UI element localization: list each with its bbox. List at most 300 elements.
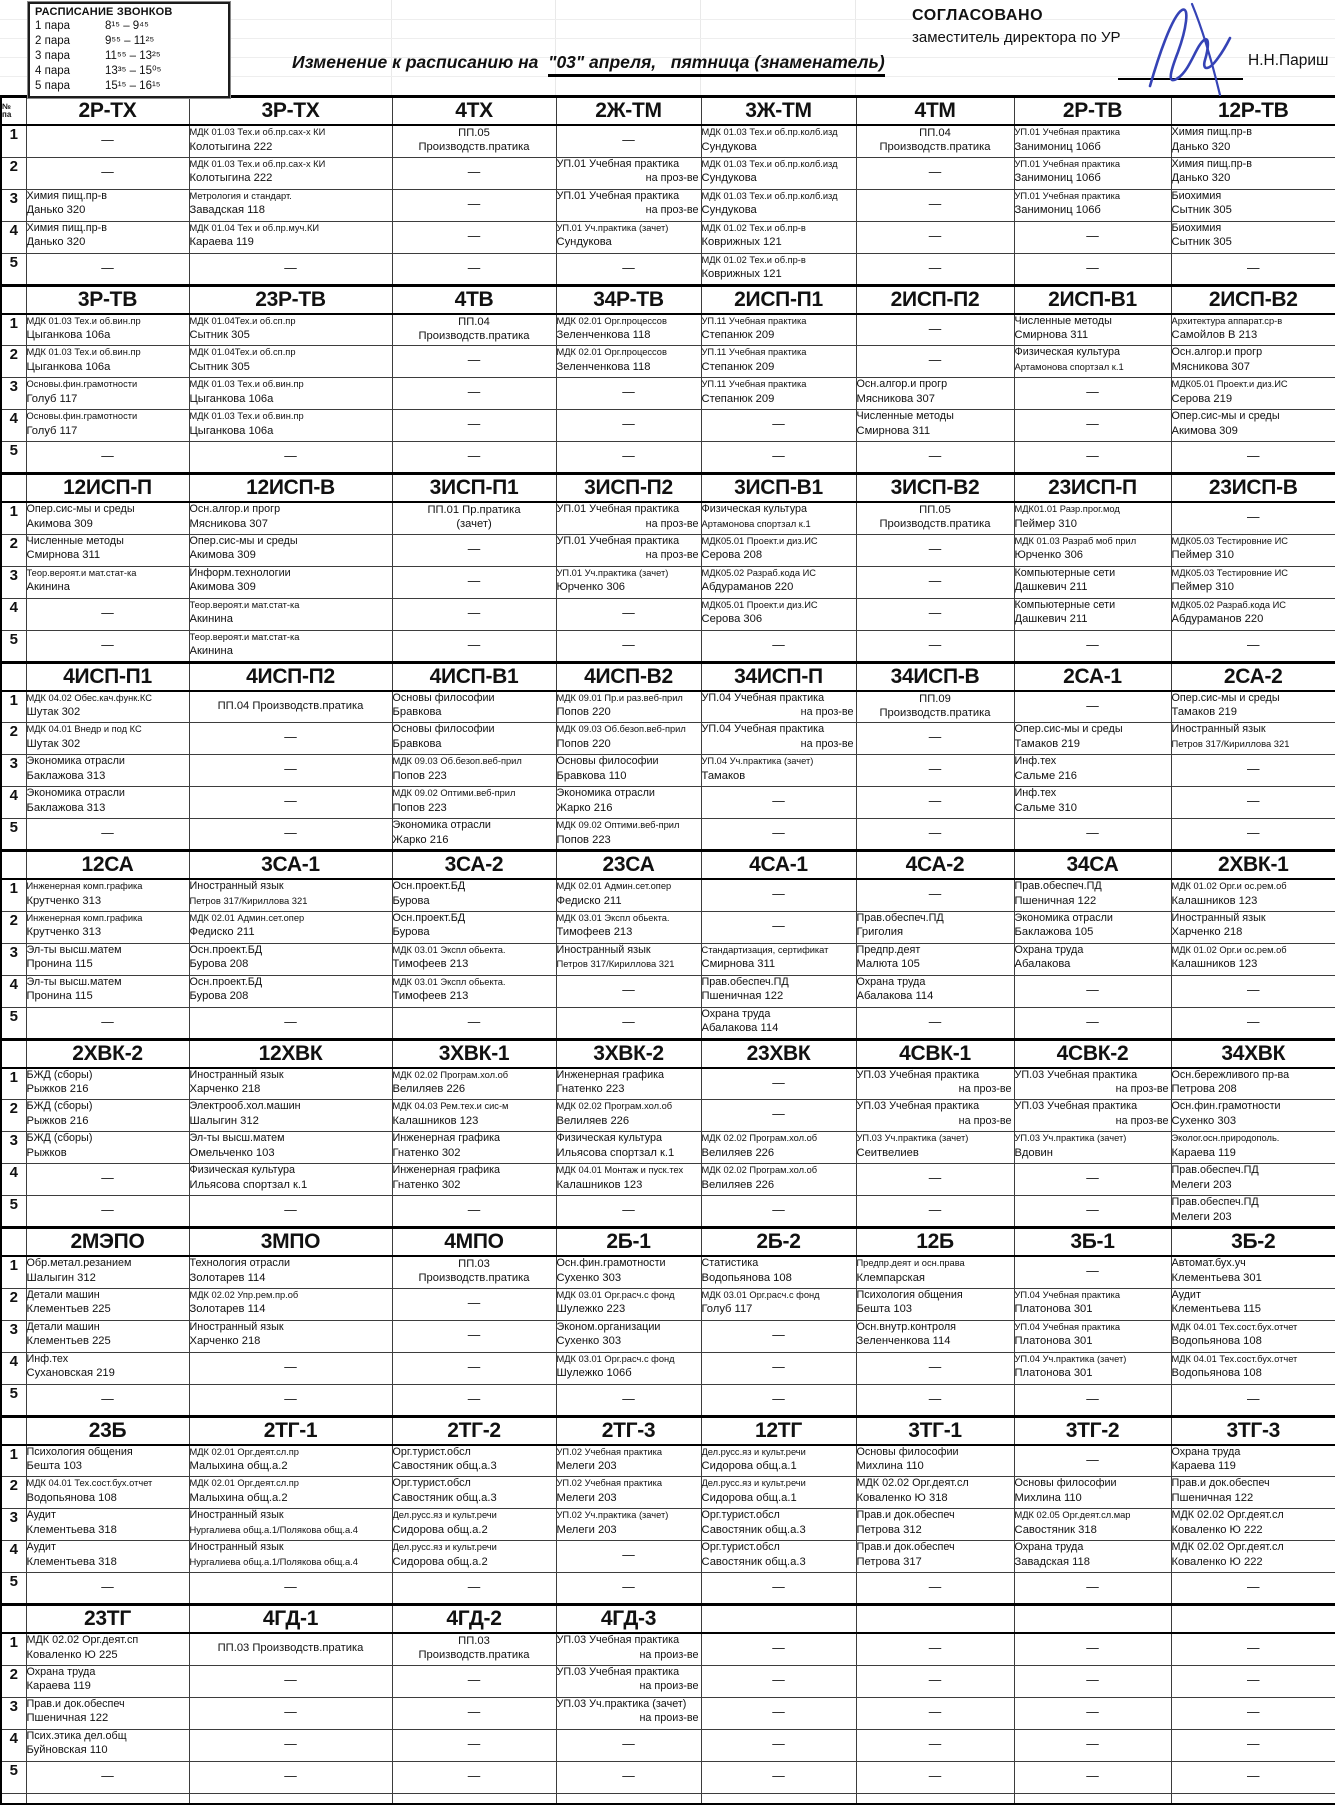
schedule-cell: Осн.фин.грамотности Сухенко 303 bbox=[1171, 1100, 1335, 1132]
schedule-cell: — bbox=[189, 1729, 392, 1761]
group-header: 4СА-2 bbox=[856, 851, 1014, 880]
schedule-cell: Стандартизация, сертификат Смирнова 311 bbox=[701, 943, 856, 975]
pair-number: 1 bbox=[1, 1068, 26, 1100]
grid-line bbox=[700, 0, 701, 95]
schedule-cell: — bbox=[701, 630, 856, 662]
schedule-cell: УП.03 Уч.практика (зачет) Сеитвелиев bbox=[856, 1132, 1014, 1164]
group-header: 4СВК-1 bbox=[856, 1039, 1014, 1068]
schedule-cell: — bbox=[856, 253, 1014, 285]
schedule-cell: — bbox=[392, 442, 556, 474]
group-header bbox=[856, 1605, 1014, 1634]
pair-number: 1 bbox=[1, 1256, 26, 1288]
pair-number: 1 bbox=[1, 502, 26, 534]
page-title bbox=[292, 52, 885, 77]
schedule-cell: Инженерная графика Гнатенко 302 bbox=[392, 1164, 556, 1196]
schedule-cell: Численные методы Смирнова 311 bbox=[856, 410, 1014, 442]
schedule-cell: МДК 09.03 Об.безоп.веб-прил Попов 220 bbox=[556, 723, 701, 755]
schedule-cell: — bbox=[1171, 442, 1335, 474]
schedule-cell: МДК 01.02 Тех.и об.пр-в Коврижных 121 bbox=[701, 253, 856, 285]
schedule-cell: Химия пищ.пр-в Данько 320 bbox=[1171, 125, 1335, 157]
schedule-cell: — bbox=[26, 1164, 189, 1196]
schedule-cell: МДК05.03 Тестировние ИС Пеймер 310 bbox=[1171, 534, 1335, 566]
schedule-cell: — bbox=[556, 442, 701, 474]
schedule-cell: ПП.09 Производств.пратика bbox=[856, 691, 1014, 723]
schedule-cell: — bbox=[856, 189, 1014, 221]
schedule-cell: — bbox=[1014, 1697, 1171, 1729]
group-header: 2ИСП-П1 bbox=[701, 285, 856, 314]
schedule-cell: БЖД (сборы) Рыжков bbox=[26, 1132, 189, 1164]
pair-number: 5 bbox=[1, 253, 26, 285]
pair-number: 3 bbox=[1, 189, 26, 221]
partial-cell bbox=[856, 1793, 1014, 1804]
schedule-cell: — bbox=[856, 1007, 1014, 1039]
schedule-cell: — bbox=[26, 1573, 189, 1605]
schedule-cell: Детали машин Клементьев 225 bbox=[26, 1320, 189, 1352]
schedule-cell: УП.11 Учебная практика Степанюк 209 bbox=[701, 378, 856, 410]
group-header: 3ХВК-1 bbox=[392, 1039, 556, 1068]
schedule-cell: — bbox=[26, 598, 189, 630]
bell-schedule-box bbox=[28, 2, 230, 98]
schedule-cell: Охрана труда Караева 119 bbox=[26, 1665, 189, 1697]
schedule-cell: Экономика отрасли Баклажова 105 bbox=[1014, 911, 1171, 943]
schedule-cell: — bbox=[26, 157, 189, 189]
schedule-cell: МДК 02.02 Програм.хол.об Велиляев 226 bbox=[701, 1132, 856, 1164]
group-header: 2ХВК-2 bbox=[26, 1039, 189, 1068]
schedule-cell: УП.04 Уч.практика (зачет) Тамаков bbox=[701, 755, 856, 787]
partial-cell bbox=[26, 1793, 189, 1804]
schedule-cell: — bbox=[856, 1196, 1014, 1228]
bell-row bbox=[35, 79, 223, 94]
pair-number: 2 bbox=[1, 1100, 26, 1132]
schedule-cell: — bbox=[856, 534, 1014, 566]
schedule-cell: МДК 03.01 Экспл обьекта. Тимофеев 213 bbox=[556, 911, 701, 943]
group-header: 3ИСП-П2 bbox=[556, 474, 701, 503]
schedule-cell: Основы философии Михлина 110 bbox=[1014, 1477, 1171, 1509]
pair-number: 2 bbox=[1, 1477, 26, 1509]
schedule-cell: Иностранный язык Харченко 218 bbox=[189, 1068, 392, 1100]
group-header: 3СА-1 bbox=[189, 851, 392, 880]
schedule-cell: Инженерная графика Гнатенко 223 bbox=[556, 1068, 701, 1100]
bell-pair-time: 11⁵⁵ – 13²⁵ bbox=[105, 50, 161, 62]
pair-number: 1 bbox=[1, 314, 26, 346]
schedule-cell: — bbox=[1171, 253, 1335, 285]
pair-number: 3 bbox=[1, 755, 26, 787]
schedule-cell: УП.04 Учебная практика на проз-ве bbox=[701, 691, 856, 723]
pair-number: 1 bbox=[1, 691, 26, 723]
schedule-cell: Химия пищ.пр-в Данько 320 bbox=[26, 221, 189, 253]
schedule-cell: Основы философии Бравкова bbox=[392, 723, 556, 755]
schedule-cell: МДК 03.01 Экспл обьекта. Тимофеев 213 bbox=[392, 943, 556, 975]
schedule-cell: — bbox=[556, 975, 701, 1007]
schedule-cell: — bbox=[1014, 1007, 1171, 1039]
schedule-cell: — bbox=[701, 1633, 856, 1665]
schedule-cell: Статистика Водопьянова 108 bbox=[701, 1256, 856, 1288]
schedule-cell: — bbox=[856, 723, 1014, 755]
pair-number: 5 bbox=[1, 630, 26, 662]
pair-number: 4 bbox=[1, 975, 26, 1007]
schedule-cell: — bbox=[1171, 1573, 1335, 1605]
schedule-cell: Инф.тех Сухановская 219 bbox=[26, 1352, 189, 1384]
schedule-cell: Опер.сис-мы и среды Акимова 309 bbox=[1171, 410, 1335, 442]
bell-row bbox=[35, 19, 223, 34]
schedule-cell: — bbox=[392, 189, 556, 221]
schedule-cell: — bbox=[1171, 819, 1335, 851]
schedule-cell: МДК 04.01 Тех.сост.бух.отчет Водопьянова 108 bbox=[26, 1477, 189, 1509]
schedule-cell: — bbox=[856, 787, 1014, 819]
corner-header: № па bbox=[1, 97, 26, 126]
group-header: 23ХВК bbox=[701, 1039, 856, 1068]
schedule-cell: Опер.сис-мы и среды Тамаков 219 bbox=[1014, 723, 1171, 755]
schedule-cell: Прав.и док.обеспеч Пшеничная 122 bbox=[26, 1697, 189, 1729]
schedule-cell: Иностранный язык Харченко 218 bbox=[189, 1320, 392, 1352]
schedule-cell: Психология общения Бешта 103 bbox=[856, 1288, 1014, 1320]
schedule-cell: Осн.проект.БД Бурова 208 bbox=[189, 943, 392, 975]
bell-pair-label: 3 пара bbox=[35, 50, 71, 62]
schedule-cell: УП.03 Учебная практика на проз-ве bbox=[856, 1100, 1014, 1132]
schedule-cell: — bbox=[856, 819, 1014, 851]
schedule-cell: Псих.этика дел.общ Буйновская 110 bbox=[26, 1729, 189, 1761]
schedule-cell: Эл-ты высш.матем Пронина 115 bbox=[26, 943, 189, 975]
schedule-cell: — bbox=[556, 253, 701, 285]
schedule-cell: — bbox=[392, 1196, 556, 1228]
group-header: 4ИСП-В1 bbox=[392, 662, 556, 691]
group-header: 12ИСП-В bbox=[189, 474, 392, 503]
approval-role: заместитель директора по УР bbox=[912, 29, 1121, 46]
bell-pair-label: 2 пара bbox=[35, 35, 71, 47]
schedule-cell: МДК 01.03 Тех.и об.пр.колб.изд Сундукова bbox=[701, 125, 856, 157]
schedule-cell: — bbox=[856, 1352, 1014, 1384]
schedule-cell: МДК 01.03 Тех.и об.пр.сах-х КИ Колотыгина 222 bbox=[189, 157, 392, 189]
schedule-cell: — bbox=[392, 157, 556, 189]
schedule-cell: — bbox=[189, 819, 392, 851]
schedule-cell: — bbox=[556, 410, 701, 442]
page-title-prefix: Изменение к расписанию на bbox=[292, 52, 549, 72]
schedule-cell: Физическая культура Артамонова спортзал к.1 bbox=[1014, 346, 1171, 378]
schedule-cell: ПП.04 Производств.пратика bbox=[189, 691, 392, 723]
pair-number: 4 bbox=[1, 410, 26, 442]
schedule-cell: Осн.фин.грамотности Сухенко 303 bbox=[556, 1256, 701, 1288]
group-header: 2ХВК-1 bbox=[1171, 851, 1335, 880]
schedule-cell: Осн.проект.БД Бурова bbox=[392, 879, 556, 911]
group-header: 4МПО bbox=[392, 1228, 556, 1257]
schedule-cell: Охрана труда Караева 119 bbox=[1171, 1445, 1335, 1477]
schedule-cell: — bbox=[392, 1007, 556, 1039]
schedule-cell: Автомат.бух.уч Клементьева 301 bbox=[1171, 1256, 1335, 1288]
schedule-cell: — bbox=[556, 1573, 701, 1605]
partial-cell bbox=[1171, 1793, 1335, 1804]
bell-pair-time: 9⁵⁵ – 11²⁵ bbox=[105, 35, 155, 47]
schedule-cell: — bbox=[556, 1384, 701, 1416]
schedule-cell: УП.11 Учебная практика Степанюк 209 bbox=[701, 314, 856, 346]
schedule-cell: Численные методы Смирнова 311 bbox=[26, 534, 189, 566]
schedule-cell: ПП.01 Пр.пратика (зачет) bbox=[392, 502, 556, 534]
schedule-cell: — bbox=[1014, 1633, 1171, 1665]
schedule-cell: Осн.внутр.контроля Зеленченкова 114 bbox=[856, 1320, 1014, 1352]
schedule-cell: Аудит Клементьева 318 bbox=[26, 1509, 189, 1541]
bell-schedule-title: РАСПИСАНИЕ ЗВОНКОВ bbox=[35, 6, 173, 18]
schedule-cell: — bbox=[701, 1573, 856, 1605]
schedule-cell: МДК 01.02 Орг.и ос.рем.об Калашников 123 bbox=[1171, 879, 1335, 911]
schedule-cell: Основы.фин.грамотности Голуб 117 bbox=[26, 378, 189, 410]
schedule-cell: — bbox=[1171, 1384, 1335, 1416]
schedule-cell: — bbox=[1014, 1665, 1171, 1697]
schedule-cell: МДК05.02 Разраб.кода ИС Абдураманов 220 bbox=[1171, 598, 1335, 630]
pair-number: 2 bbox=[1, 911, 26, 943]
group-header: 2ТГ-3 bbox=[556, 1416, 701, 1445]
schedule-cell: — bbox=[1014, 691, 1171, 723]
schedule-cell: — bbox=[1014, 1164, 1171, 1196]
schedule-cell: — bbox=[1171, 1633, 1335, 1665]
schedule-cell: МДК 04.01 Тех.сост.бух.отчет Водопьянова 108 bbox=[1171, 1352, 1335, 1384]
schedule-cell: УП.01 Уч.практика (зачет) Сундукова bbox=[556, 221, 701, 253]
group-header: 4ИСП-В2 bbox=[556, 662, 701, 691]
schedule-cell: — bbox=[1171, 1761, 1335, 1793]
schedule-cell: — bbox=[856, 566, 1014, 598]
schedule-cell: — bbox=[556, 125, 701, 157]
schedule-cell: МДК 02.01 Админ.сет.опер Федиско 211 bbox=[556, 879, 701, 911]
pair-number: 1 bbox=[1, 125, 26, 157]
schedule-cell: — bbox=[856, 598, 1014, 630]
group-header: 3Р-ТВ bbox=[26, 285, 189, 314]
group-header: 4ГД-2 bbox=[392, 1605, 556, 1634]
schedule-cell: Теор.вероят.и мат.стат-ка Акинина bbox=[189, 598, 392, 630]
schedule-cell: Прав.обеспеч.ПД Пшеничная 122 bbox=[1014, 879, 1171, 911]
schedule-cell: Информ.технологии Акимова 309 bbox=[189, 566, 392, 598]
group-header: 12ТГ bbox=[701, 1416, 856, 1445]
schedule-cell: МДК 02.01 Орг.процессов Зеленченкова 118 bbox=[556, 314, 701, 346]
schedule-cell: — bbox=[701, 1068, 856, 1100]
partial-cell bbox=[1, 1793, 26, 1804]
schedule-cell: Архитектура аппарат.ср-в Самойлов В 213 bbox=[1171, 314, 1335, 346]
group-header bbox=[701, 1605, 856, 1634]
group-header: 4ТВ bbox=[392, 285, 556, 314]
schedule-cell: МДК 03.01 Экспл обьекта. Тимофеев 213 bbox=[392, 975, 556, 1007]
schedule-cell: — bbox=[1171, 787, 1335, 819]
approval-heading: СОГЛАСОВАНО bbox=[912, 7, 1044, 24]
schedule-cell: Предпр.деят и осн.права Клемпарская bbox=[856, 1256, 1014, 1288]
schedule-cell: МДК 04.01 Внедр и под КС Шутак 302 bbox=[26, 723, 189, 755]
schedule-cell: — bbox=[856, 314, 1014, 346]
schedule-cell: — bbox=[392, 253, 556, 285]
schedule-cell: УП.04 Учебная практика на проз-ве bbox=[701, 723, 856, 755]
schedule-cell: — bbox=[856, 1761, 1014, 1793]
schedule-cell: Дел.русс.яз и культ.речи Сидорова общ.а.2 bbox=[392, 1509, 556, 1541]
schedule-cell: — bbox=[392, 1573, 556, 1605]
schedule-cell: УП.02 Уч.практика (зачет) Мелеги 203 bbox=[556, 1509, 701, 1541]
schedule-cell: — bbox=[189, 723, 392, 755]
schedule-cell: МДК 03.01 Орг.расч.с фонд Голуб 117 bbox=[701, 1288, 856, 1320]
schedule-cell: МДК05.03 Тестировние ИС Пеймер 310 bbox=[1171, 566, 1335, 598]
schedule-cell: — bbox=[392, 566, 556, 598]
schedule-cell: Компьютерные сети Дашкевич 211 bbox=[1014, 598, 1171, 630]
schedule-cell: — bbox=[1014, 819, 1171, 851]
schedule-cell: УП.02 Учебная практика Мелеги 203 bbox=[556, 1445, 701, 1477]
schedule-cell: — bbox=[701, 1729, 856, 1761]
schedule-cell: Аудит Клементьева 115 bbox=[1171, 1288, 1335, 1320]
schedule-cell: — bbox=[556, 1541, 701, 1573]
schedule-cell: УП.03 Учебная практика на произ-ве bbox=[556, 1633, 701, 1665]
schedule-cell: — bbox=[1014, 1729, 1171, 1761]
schedule-cell: — bbox=[701, 1697, 856, 1729]
schedule-cell: Иностранный язык Петров 317/Кириллова 321 bbox=[556, 943, 701, 975]
schedule-cell: Дел.русс.яз и культ.речи Сидорова общ.а.1 bbox=[701, 1477, 856, 1509]
schedule-cell: — bbox=[1171, 1007, 1335, 1039]
schedule-cell: ПП.04 Производств.пратика bbox=[856, 125, 1014, 157]
group-header: 12Б bbox=[856, 1228, 1014, 1257]
schedule-cell: Охрана труда Завадская 118 bbox=[1014, 1541, 1171, 1573]
schedule-cell: МДК01.01 Разр.прог.мод Пеймер 310 bbox=[1014, 502, 1171, 534]
schedule-cell: Орг.турист.обсл Савостяник общ.а.3 bbox=[392, 1445, 556, 1477]
schedule-cell: УП.03 Учебная практика на проз-ве bbox=[1014, 1068, 1171, 1100]
schedule-cell: Опер.сис-мы и среды Акимова 309 bbox=[189, 534, 392, 566]
schedule-cell: Осн.проект.БД Бурова 208 bbox=[189, 975, 392, 1007]
schedule-cell: МДК 04.01 Тех.сост.бух.отчет Водопьянова 108 bbox=[1171, 1320, 1335, 1352]
schedule-cell: Прав.обеспеч.ПД Григолия bbox=[856, 911, 1014, 943]
pair-number: 2 bbox=[1, 534, 26, 566]
schedule-cell: — bbox=[26, 253, 189, 285]
group-header: 34ХВК bbox=[1171, 1039, 1335, 1068]
schedule-cell: — bbox=[856, 879, 1014, 911]
schedule-cell: МДК05.01 Проект.и диз.ИС Серова 208 bbox=[701, 534, 856, 566]
schedule-cell: — bbox=[1171, 1697, 1335, 1729]
group-header: 4ТХ bbox=[392, 97, 556, 126]
group-header: 2Ж-ТМ bbox=[556, 97, 701, 126]
schedule-cell: — bbox=[189, 1761, 392, 1793]
grid-line bbox=[855, 0, 856, 95]
group-header: 12СА bbox=[26, 851, 189, 880]
schedule-cell: МДК 01.03 Тех.и об.вин.пр Цыганкова 106а bbox=[26, 314, 189, 346]
group-header: 4ГД-1 bbox=[189, 1605, 392, 1634]
group-header: 4ГД-3 bbox=[556, 1605, 701, 1634]
bell-row bbox=[35, 64, 223, 79]
pair-number: 4 bbox=[1, 221, 26, 253]
approval-block bbox=[912, 6, 1121, 46]
schedule-cell: — bbox=[556, 598, 701, 630]
schedule-cell: Орг.турист.обсл Савостяник общ.а.3 bbox=[701, 1541, 856, 1573]
schedule-cell: — bbox=[856, 630, 1014, 662]
group-header: 3ИСП-П1 bbox=[392, 474, 556, 503]
schedule-cell: — bbox=[701, 879, 856, 911]
schedule-cell: — bbox=[856, 1697, 1014, 1729]
schedule-cell: — bbox=[392, 630, 556, 662]
bell-pair-time: 15¹⁵ – 16¹⁵ bbox=[105, 80, 161, 92]
schedule-cell: МДК 01.04Тех.и об.сп.пр Сытник 305 bbox=[189, 314, 392, 346]
bell-pair-time: 8¹⁵ – 9⁴⁵ bbox=[105, 20, 149, 32]
schedule-cell: — bbox=[556, 1729, 701, 1761]
schedule-cell: — bbox=[26, 1196, 189, 1228]
schedule-cell: Дел.русс.яз и культ.речи Сидорова общ.а.1 bbox=[701, 1445, 856, 1477]
partial-cell bbox=[701, 1793, 856, 1804]
schedule-cell: МДК 09.02 Оптими.веб-прил Попов 223 bbox=[392, 787, 556, 819]
schedule-cell: — bbox=[1014, 630, 1171, 662]
pair-number: 5 bbox=[1, 1007, 26, 1039]
group-header: 3Ж-ТМ bbox=[701, 97, 856, 126]
schedule-cell: БЖД (сборы) Рыжков 216 bbox=[26, 1068, 189, 1100]
schedule-cell: УП.11 Учебная практика Степанюк 209 bbox=[701, 346, 856, 378]
schedule-cell: — bbox=[1014, 1256, 1171, 1288]
group-header bbox=[1171, 1605, 1335, 1634]
schedule-cell: — bbox=[856, 221, 1014, 253]
group-header: 2МЭПО bbox=[26, 1228, 189, 1257]
schedule-cell: — bbox=[392, 1320, 556, 1352]
schedule-cell: МДК 01.03 Тех.и об.пр.сах-х КИ Колотыгина 222 bbox=[189, 125, 392, 157]
schedule-cell: Прав.и док.обеспеч Петрова 317 bbox=[856, 1541, 1014, 1573]
group-header: 3Р-ТХ bbox=[189, 97, 392, 126]
pair-number: 3 bbox=[1, 1509, 26, 1541]
schedule-cell: — bbox=[701, 1665, 856, 1697]
group-header: 12ИСП-П bbox=[26, 474, 189, 503]
schedule-cell: УП.03 Учебная практика на проз-ве bbox=[856, 1068, 1014, 1100]
group-header: 34Р-ТВ bbox=[556, 285, 701, 314]
schedule-cell: УП.01 Учебная практика Занимониц 106б bbox=[1014, 189, 1171, 221]
schedule-cell: МДК 01.04Тех.и об.сп.пр Сытник 305 bbox=[189, 346, 392, 378]
approver-name: Н.Н.Париш bbox=[1248, 52, 1329, 69]
pair-number: 2 bbox=[1, 157, 26, 189]
schedule-cell: Опер.сис-мы и среды Тамаков 219 bbox=[1171, 691, 1335, 723]
pair-number: 3 bbox=[1, 566, 26, 598]
schedule-cell: МДК 01.03 Тех.и об.пр.колб.изд Сундукова bbox=[701, 157, 856, 189]
schedule-cell: — bbox=[701, 819, 856, 851]
schedule-cell: — bbox=[701, 911, 856, 943]
bell-pair-label: 5 пара bbox=[35, 80, 71, 92]
schedule-cell: БЖД (сборы) Рыжков 216 bbox=[26, 1100, 189, 1132]
schedule-cell: МДК 02.05 Орг.деят.сл.мар Савостяник 318 bbox=[1014, 1509, 1171, 1541]
schedule-cell: УП.03 Учебная практика на проз-ве bbox=[1014, 1100, 1171, 1132]
group-header: 12Р-ТВ bbox=[1171, 97, 1335, 126]
pair-number: 4 bbox=[1, 598, 26, 630]
schedule-cell: ПП.03 Производств.пратика bbox=[392, 1256, 556, 1288]
pair-number: 4 bbox=[1, 1541, 26, 1573]
schedule-cell: — bbox=[392, 346, 556, 378]
schedule-cell: — bbox=[189, 1573, 392, 1605]
group-header: 2ТГ-1 bbox=[189, 1416, 392, 1445]
schedule-cell: — bbox=[26, 1761, 189, 1793]
schedule-cell: — bbox=[392, 598, 556, 630]
schedule-cell: — bbox=[189, 442, 392, 474]
schedule-cell: Численные методы Смирнова 311 bbox=[1014, 314, 1171, 346]
pair-number: 3 bbox=[1, 1697, 26, 1729]
bell-pair-label: 1 пара bbox=[35, 20, 71, 32]
schedule-cell: — bbox=[701, 1320, 856, 1352]
schedule-cell: Теор.вероят.и мат.стат-ка Акинина bbox=[26, 566, 189, 598]
schedule-table bbox=[0, 95, 1335, 1805]
schedule-cell: — bbox=[856, 1573, 1014, 1605]
group-header: 34ИСП-В bbox=[856, 662, 1014, 691]
schedule-cell: — bbox=[189, 1352, 392, 1384]
schedule-cell: — bbox=[1014, 975, 1171, 1007]
group-header: 4ТМ bbox=[856, 97, 1014, 126]
schedule-cell: МДК 02.02 Орг.деят.сл Коваленко Ю 318 bbox=[856, 1477, 1014, 1509]
schedule-cell: Иностранный язык Петров 317/Кириллова 321 bbox=[1171, 723, 1335, 755]
schedule-cell: — bbox=[189, 787, 392, 819]
schedule-cell: — bbox=[1014, 410, 1171, 442]
schedule-cell: МДК 02.02 Орг.деят.сп Коваленко Ю 225 bbox=[26, 1633, 189, 1665]
group-header: 2ИСП-В1 bbox=[1014, 285, 1171, 314]
schedule-cell: ПП.03 Производств.пратика bbox=[189, 1633, 392, 1665]
group-header: 2СА-1 bbox=[1014, 662, 1171, 691]
corner-header bbox=[1, 1039, 26, 1068]
pair-number: 4 bbox=[1, 1164, 26, 1196]
schedule-cell: — bbox=[1171, 1729, 1335, 1761]
group-header: 2ТГ-2 bbox=[392, 1416, 556, 1445]
pair-number: 3 bbox=[1, 943, 26, 975]
corner-header bbox=[1, 1416, 26, 1445]
schedule-cell: — bbox=[1014, 442, 1171, 474]
schedule-cell: Физическая культура Ильясова спортзал к.1 bbox=[556, 1132, 701, 1164]
schedule-cell: МДК 01.03 Тех.и об.вин.пр Цыганкова 106а bbox=[26, 346, 189, 378]
schedule-cell: — bbox=[556, 1196, 701, 1228]
pair-number: 1 bbox=[1, 879, 26, 911]
